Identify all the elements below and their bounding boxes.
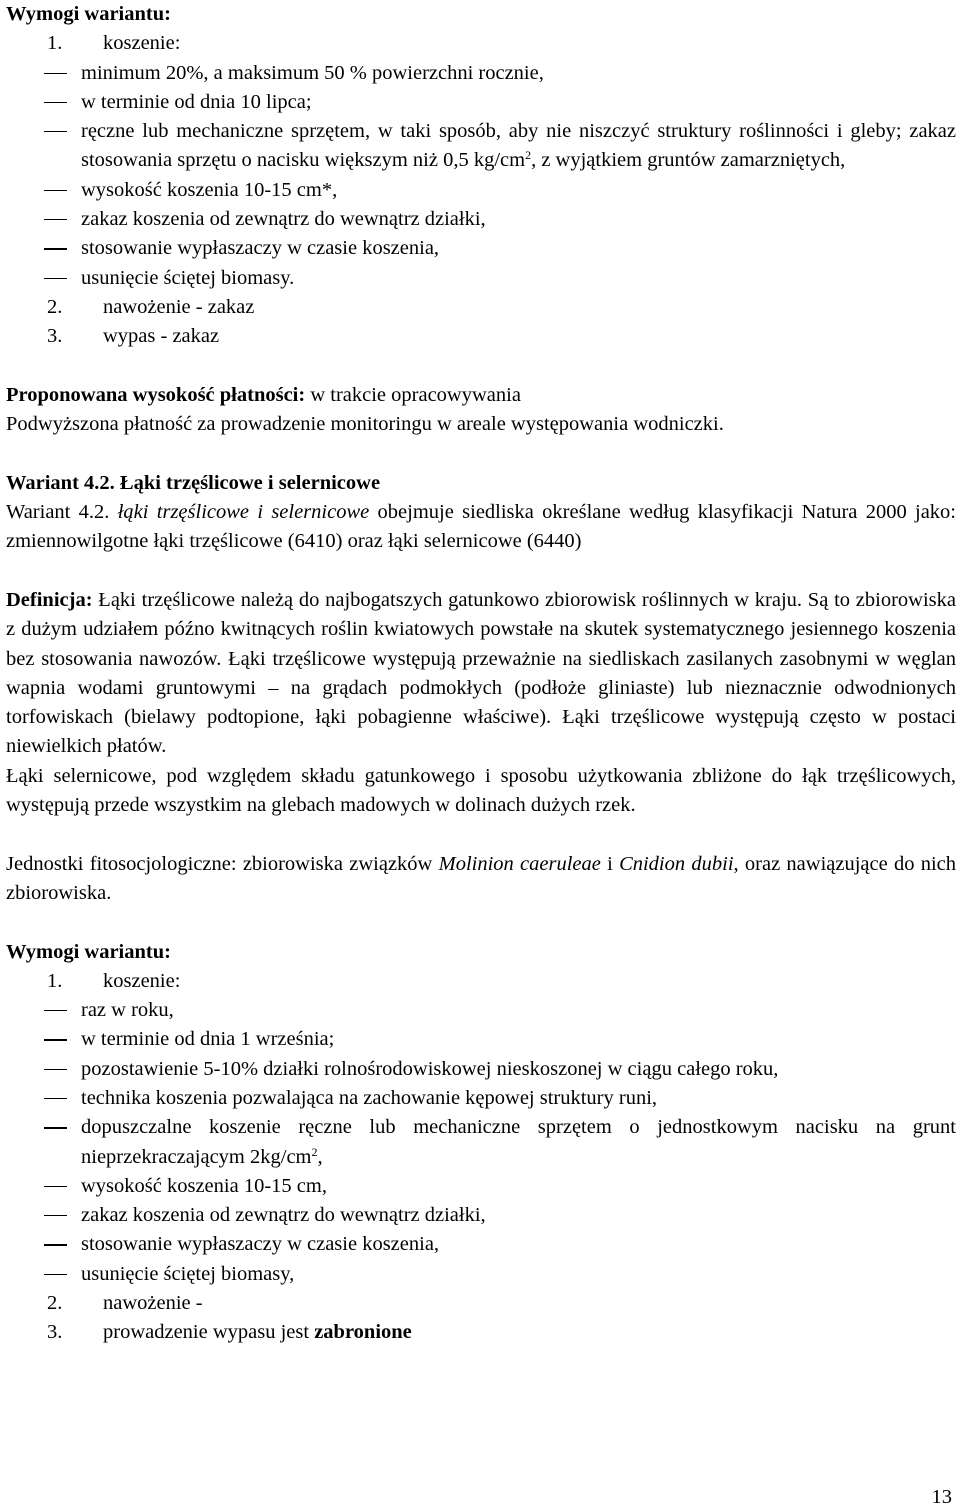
section2-bullet-8 xyxy=(6,1230,956,1259)
item-number: 2. xyxy=(47,1292,63,1315)
section1-item-2 xyxy=(6,293,956,322)
section1-item-3 xyxy=(6,322,956,351)
variant-title: Wariant 4.2. Łąki trzęślicowe i selernicowe xyxy=(6,471,381,494)
variant-intro: Wariant 4.2. łąki trzęślicowe i selernicowe obejmuje siedliska określane według klasyfikacji Natura 2000 jako: zmiennowilgotne łąki trzęślicowe (6410) oraz łąki selernicowe (6440) xyxy=(6,501,957,553)
dash-bullet-icon xyxy=(6,176,81,205)
bullet-text: w terminie od dnia 1 września; xyxy=(81,1028,335,1051)
superscript: 2 xyxy=(311,1144,318,1159)
dash-bullet-icon xyxy=(6,59,81,88)
bullet-text: wysokość koszenia 10-15 cm, xyxy=(81,1174,327,1197)
bullet-text: wysokość koszenia 10-15 cm*, xyxy=(81,178,338,201)
payment-line xyxy=(6,381,956,410)
item-label: nawożenie - zakaz xyxy=(103,295,255,318)
dash-bullet-icon xyxy=(6,264,81,293)
section1-bullet-1 xyxy=(6,59,956,88)
section2-bullet-1 xyxy=(6,996,956,1025)
dash-bullet-icon xyxy=(6,1084,81,1113)
section1-bullet-5 xyxy=(6,205,956,234)
bullet-text: w terminie od dnia 10 lipca; xyxy=(81,90,312,113)
dash-bullet-icon xyxy=(6,1201,81,1230)
bullet-text: usunięcie ściętej biomasy. xyxy=(81,266,295,289)
item-number: 1. xyxy=(47,32,63,55)
spacer xyxy=(6,908,956,937)
item-label-bold: zabronione xyxy=(314,1321,412,1344)
definition-label: Definicja: xyxy=(6,588,93,611)
dash-bullet-icon xyxy=(6,1172,81,1201)
section2-bullet-7 xyxy=(6,1201,956,1230)
spacer xyxy=(6,557,956,586)
section2-item-2 xyxy=(6,1289,956,1318)
item-label: prowadzenie wypasu jest zabronione xyxy=(103,1321,412,1344)
section2-bullet-5 xyxy=(6,1113,956,1172)
spacer xyxy=(6,352,956,381)
bullet-text: stosowanie wypłaszaczy w czasie koszenia, xyxy=(81,237,440,260)
spacer xyxy=(6,439,956,468)
section2-bullet-3 xyxy=(6,1055,956,1084)
bullet-text: technika koszenia pozwalająca na zachowanie kępowej struktury runi, xyxy=(81,1086,658,1109)
section2-heading: Wymogi wariantu: xyxy=(6,940,171,963)
bullet-text: stosowanie wypłaszaczy w czasie koszenia, xyxy=(81,1233,440,1256)
item-label: koszenie: xyxy=(103,32,181,55)
section1-item-1 xyxy=(6,29,956,58)
definition-paragraph: Definicja: Łąki trzęślicowe należą do najbogatszych gatunkowo zbiorowisk roślinnych w kraju. Są to zbiorowiska z dużym udziałem późno kwitnących roślin kwiatowych powstałe na skutek systematycznego jesiennego koszenia bez stosowania nawozów. Łąki trzęślicowe występują przeważnie na siedliskach zasilanych zasobnymi w węglan wapnia wodami gruntowymi – na grądach podmokłych (podłoże gliniaste) lub nieznacznie odwodnionych torfowiskach (bielawy podtopione, łąki pobagienne właściwe). Łąki trzęślicowe występują często w postaci niewielkich płatów. xyxy=(6,588,956,758)
section1-bullet-2 xyxy=(6,88,956,117)
bullet-text: minimum 20%, a maksimum 50 % powierzchni rocznie, xyxy=(81,61,544,84)
payment-label: Proponowana wysokość płatności: xyxy=(6,383,306,406)
item-number: 3. xyxy=(47,325,63,348)
phyto-term-1: Molinion caeruleae xyxy=(438,852,601,875)
section1-bullet-3 xyxy=(6,117,956,176)
bullet-text: pozostawienie 5-10% działki rolnośrodowiskowej nieskoszonej w ciągu całego roku, xyxy=(81,1057,779,1080)
section2-bullet-6 xyxy=(6,1172,956,1201)
section2-bullet-4 xyxy=(6,1084,956,1113)
spacer xyxy=(6,820,956,849)
dash-bullet-icon xyxy=(6,88,81,117)
selernicowe-paragraph: Łąki selernicowe, pod względem składu gatunkowego i sposobu użytkowania zbliżone do łąk trzęślicowych, występują przede wszystkim na glebach madowych w dolinach dużych rzek. xyxy=(6,764,956,817)
dash-bullet-icon xyxy=(6,996,81,1025)
item-number: 1. xyxy=(47,969,63,992)
dash-bullet-icon xyxy=(6,1055,81,1084)
section1-heading: Wymogi wariantu: xyxy=(6,3,171,25)
dash-bullet-icon xyxy=(6,205,81,234)
bullet-text: raz w roku, xyxy=(81,999,174,1022)
item-number: 2. xyxy=(47,295,63,318)
superscript: 2 xyxy=(525,148,532,163)
section1-bullet-6 xyxy=(6,234,956,263)
bullet-text: zakaz koszenia od zewnątrz do wewnątrz działki, xyxy=(81,1204,486,1227)
section2-bullet-9 xyxy=(6,1260,956,1289)
item-number: 3. xyxy=(47,1321,63,1344)
page-number: 13 xyxy=(931,1486,952,1508)
bullet-text: ręczne lub mechaniczne sprzętem, w taki sposób, aby nie niszczyć struktury roślinności i gleby; zakaz stosowania sprzętu o nacisku większym niż 0,5 $kg/cm^2$, z wyjątkiem gruntów zamarzniętych, xyxy=(81,120,956,172)
bullet-text: zakaz koszenia od zewnątrz do wewnątrz działki, xyxy=(81,208,486,231)
section1-bullet-4 xyxy=(6,176,956,205)
bullet-text: dopuszczalne koszenie ręczne lub mechaniczne sprzętem o jednostkowym nacisku na grunt nieprzekraczającym $2kg/cm^2$, xyxy=(81,1116,956,1168)
item-label: nawożenie - xyxy=(103,1292,203,1315)
phyto-term-2: Cnidion dubii xyxy=(619,852,734,875)
increased-payment-line: Podwyższona płatność za prowadzenie monitoringu w areale występowania wodniczki. xyxy=(6,413,724,436)
dash-bullet-icon xyxy=(6,234,81,263)
section2-bullet-2 xyxy=(6,1025,956,1054)
bullet-text: usunięcie ściętej biomasy, xyxy=(81,1262,295,1285)
variant-name-italic: łąki trzęślicowe i selernicowe xyxy=(117,501,370,524)
section1-bullet-7 xyxy=(6,264,956,293)
section2-item-3 xyxy=(6,1318,956,1347)
phyto-paragraph: Jednostki fitosocjologiczne: zbiorowiska związków Molinion caeruleae i Cnidion dubii, oraz nawiązujące do nich zbiorowiska. xyxy=(6,852,957,904)
payment-value: w trakcie opracowywania xyxy=(305,383,521,406)
item-label: koszenie: xyxy=(103,969,181,992)
document-page xyxy=(6,0,956,1348)
dash-bullet-icon xyxy=(6,117,81,176)
dash-bullet-icon xyxy=(6,1025,81,1054)
dash-bullet-icon xyxy=(6,1230,81,1259)
section2-item-1 xyxy=(6,967,956,996)
dash-bullet-icon xyxy=(6,1260,81,1289)
item-label: wypas - zakaz xyxy=(103,325,220,348)
dash-bullet-icon xyxy=(6,1113,81,1172)
